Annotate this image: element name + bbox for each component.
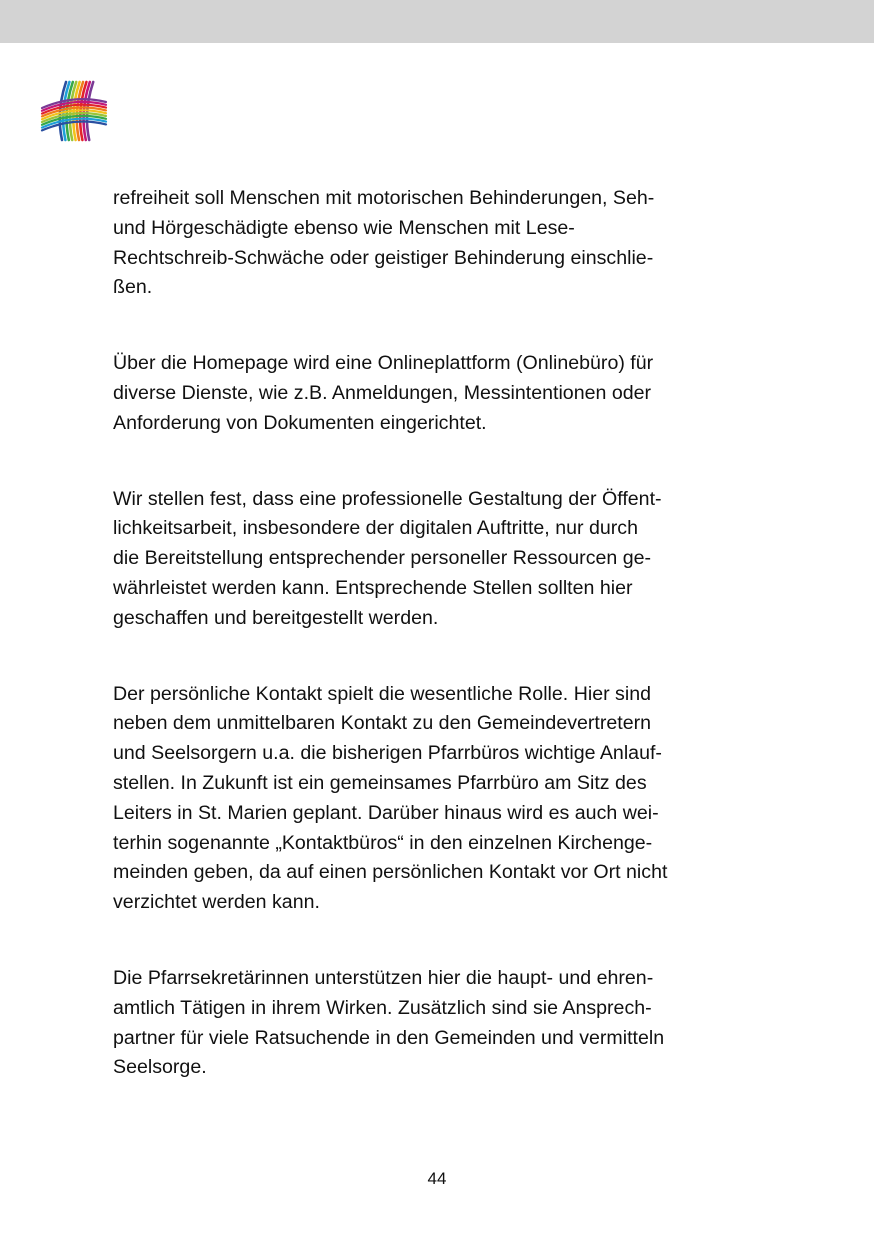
page-number: 44 [427,1169,447,1188]
top-bar [0,0,874,43]
text-line: terhin sogenannte „Kontaktbüros“ in den einzelnen Kirchenge- [113,831,653,854]
paragraph-1 [113,184,773,303]
text-line: verzichtet werden kann. [113,891,320,914]
text-line: Rechtschreib-Schwäche oder geistiger Behinderung einschlie- [113,246,654,269]
text-line: Anforderung von Dokumenten eingerichtet. [113,411,487,434]
text-line: amtlich Tätigen in ihrem Wirken. Zusätzlich sind sie Ansprech- [113,996,652,1019]
text-line: neben dem unmittelbaren Kontakt zu den Gemeindevertretern [113,712,652,735]
text-line: und Hörgeschädigte ebenso wie Menschen mit Lese- [113,216,575,239]
paragraph-4 [113,680,773,918]
text-line: währleistet werden kann. Entsprechende Stellen sollten hier [113,576,633,599]
text-line: und Seelsorgern u.a. die bisherigen Pfarrbüros wichtige Anlauf- [113,742,662,765]
text-line: Über die Homepage wird eine Onlineplattform (Onlinebüro) für [113,352,654,375]
text-line: refreiheit soll Menschen mit motorischen Behinderungen, Seh- [113,187,655,209]
text-line: die Bereitstellung entsprechender personeller Ressourcen ge- [113,547,652,570]
text-line: Wir stellen fest, dass eine professionelle Gestaltung der Öffent- [113,487,662,510]
text-line: lichkeitsarbeit, insbesondere der digitalen Auftritte, nur durch [113,517,638,540]
text-line: diverse Dienste, wie z.B. Anmeldungen, Messintentionen oder [113,381,652,404]
text-line: Seelsorge. [113,1056,207,1079]
text-line: Leiters in St. Marien geplant. Darüber hinaus wird es auch wei- [113,801,659,824]
text-line: meinden geben, da auf einen persönlichen Kontakt vor Ort nicht [113,861,668,884]
text-line: stellen. In Zukunft ist ein gemeinsames Pfarrbüro am Sitz des [113,771,647,794]
text-line: partner für viele Ratsuchende in den Gemeinden und vermitteln [113,1026,665,1049]
text-line: geschaffen und bereitgestellt werden. [113,606,439,629]
paragraph-3 [113,485,773,634]
church-logo-icon [40,78,108,144]
paragraph-5 [113,964,773,1083]
paragraph-2 [113,349,773,438]
text-line: Der persönliche Kontakt spielt die wesentliche Rolle. Hier sind [113,682,652,705]
text-line: Die Pfarrsekretärinnen unterstützen hier die haupt- und ehren- [113,966,654,989]
text-line: ßen. [113,276,153,299]
document-body [113,184,773,1129]
